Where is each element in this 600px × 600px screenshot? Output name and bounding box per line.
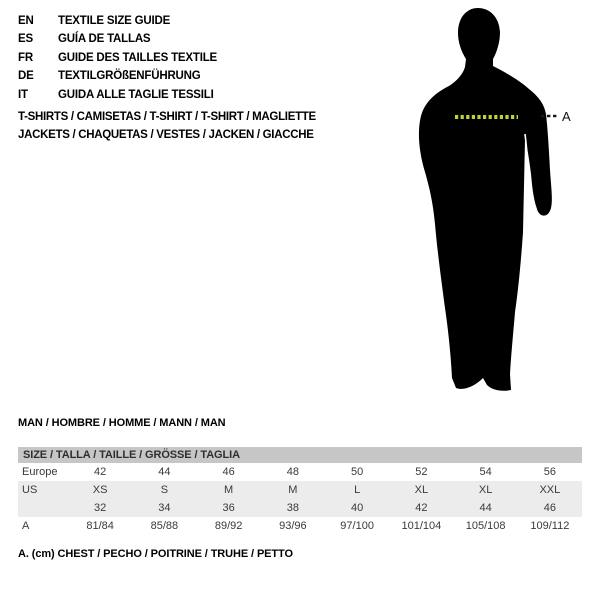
man-silhouette-svg bbox=[390, 0, 600, 400]
cell: 85/88 bbox=[150, 520, 179, 532]
language-row-it bbox=[18, 86, 217, 104]
cell: 52 bbox=[415, 466, 428, 478]
cell: 42 bbox=[94, 466, 107, 478]
chest-measure-footnote: A. (cm) CHEST / PECHO / POITRINE / TRUHE / PETTO bbox=[18, 548, 293, 560]
language-code: ES bbox=[18, 33, 33, 46]
row-label bbox=[18, 499, 68, 517]
cell: 56 bbox=[543, 466, 556, 478]
category-jackets: JACKETS / CHAQUETAS / VESTES / JACKEN / GIACCHE bbox=[18, 129, 314, 141]
language-row-de bbox=[18, 67, 217, 85]
cell: S bbox=[132, 481, 196, 499]
language-row-es bbox=[18, 30, 217, 48]
cell: M bbox=[261, 481, 325, 499]
language-code: IT bbox=[18, 88, 28, 101]
cell: 44 bbox=[158, 466, 171, 478]
cell: XXL bbox=[518, 481, 582, 499]
table-row-numeric bbox=[18, 499, 582, 517]
cell: XL bbox=[389, 481, 453, 499]
language-code: FR bbox=[18, 51, 33, 64]
language-title: GUÍA DE TALLAS bbox=[58, 33, 151, 46]
cell: 46 bbox=[222, 466, 235, 478]
cell: 93/96 bbox=[279, 520, 307, 532]
measure-label-a: A bbox=[562, 109, 571, 124]
section-heading-man: MAN / HOMBRE / HOMME / MANN / MAN bbox=[18, 417, 226, 429]
row-label: A bbox=[22, 520, 30, 532]
cell: 46 bbox=[518, 499, 582, 517]
language-title: TEXTILE SIZE GUIDE bbox=[58, 15, 171, 27]
man-silhouette-figure bbox=[390, 0, 600, 400]
cell: 40 bbox=[325, 499, 389, 517]
language-title: GUIDE DES TAILLES TEXTILE bbox=[58, 51, 217, 64]
cell: 54 bbox=[479, 466, 492, 478]
cell: 34 bbox=[132, 499, 196, 517]
language-row-en bbox=[18, 12, 217, 30]
cell: 32 bbox=[68, 499, 132, 517]
cell: M bbox=[197, 481, 261, 499]
language-row-fr bbox=[18, 49, 217, 67]
cell: 97/100 bbox=[340, 520, 374, 532]
table-row-chest-a bbox=[18, 517, 582, 535]
cell: 109/112 bbox=[530, 520, 570, 532]
cell: 44 bbox=[454, 499, 518, 517]
size-table-header: SIZE / TALLA / TAILLE / GRÖSSE / TAGLIA bbox=[18, 447, 582, 463]
size-table bbox=[18, 447, 582, 535]
cell: 42 bbox=[389, 499, 453, 517]
category-list bbox=[18, 108, 316, 144]
table-row-us bbox=[18, 481, 582, 499]
cell: XS bbox=[68, 481, 132, 499]
language-code: DE bbox=[18, 70, 34, 83]
man-silhouette-shape bbox=[419, 8, 552, 391]
table-row-europe bbox=[18, 463, 582, 481]
language-list bbox=[18, 12, 217, 104]
category-tshirts: T-SHIRTS / CAMISETAS / T-SHIRT / T-SHIRT / MAGLIETTE bbox=[18, 111, 316, 123]
cell: L bbox=[325, 481, 389, 499]
cell: 101/104 bbox=[401, 520, 442, 532]
language-title: TEXTILGRÖßENFÜHRUNG bbox=[58, 70, 201, 83]
language-title: GUIDA ALLE TAGLIE TESSILI bbox=[58, 88, 214, 101]
cell: 36 bbox=[197, 499, 261, 517]
row-label: US bbox=[18, 481, 68, 499]
cell: 81/84 bbox=[86, 520, 114, 532]
cell: 38 bbox=[261, 499, 325, 517]
cell: 48 bbox=[286, 466, 299, 478]
cell: 105/108 bbox=[465, 520, 506, 532]
cell: 89/92 bbox=[214, 520, 243, 532]
language-code: EN bbox=[18, 15, 34, 27]
size-table-header-row bbox=[18, 447, 582, 463]
cell: XL bbox=[454, 481, 518, 499]
row-label: Europe bbox=[22, 466, 58, 478]
cell: 50 bbox=[351, 466, 364, 478]
